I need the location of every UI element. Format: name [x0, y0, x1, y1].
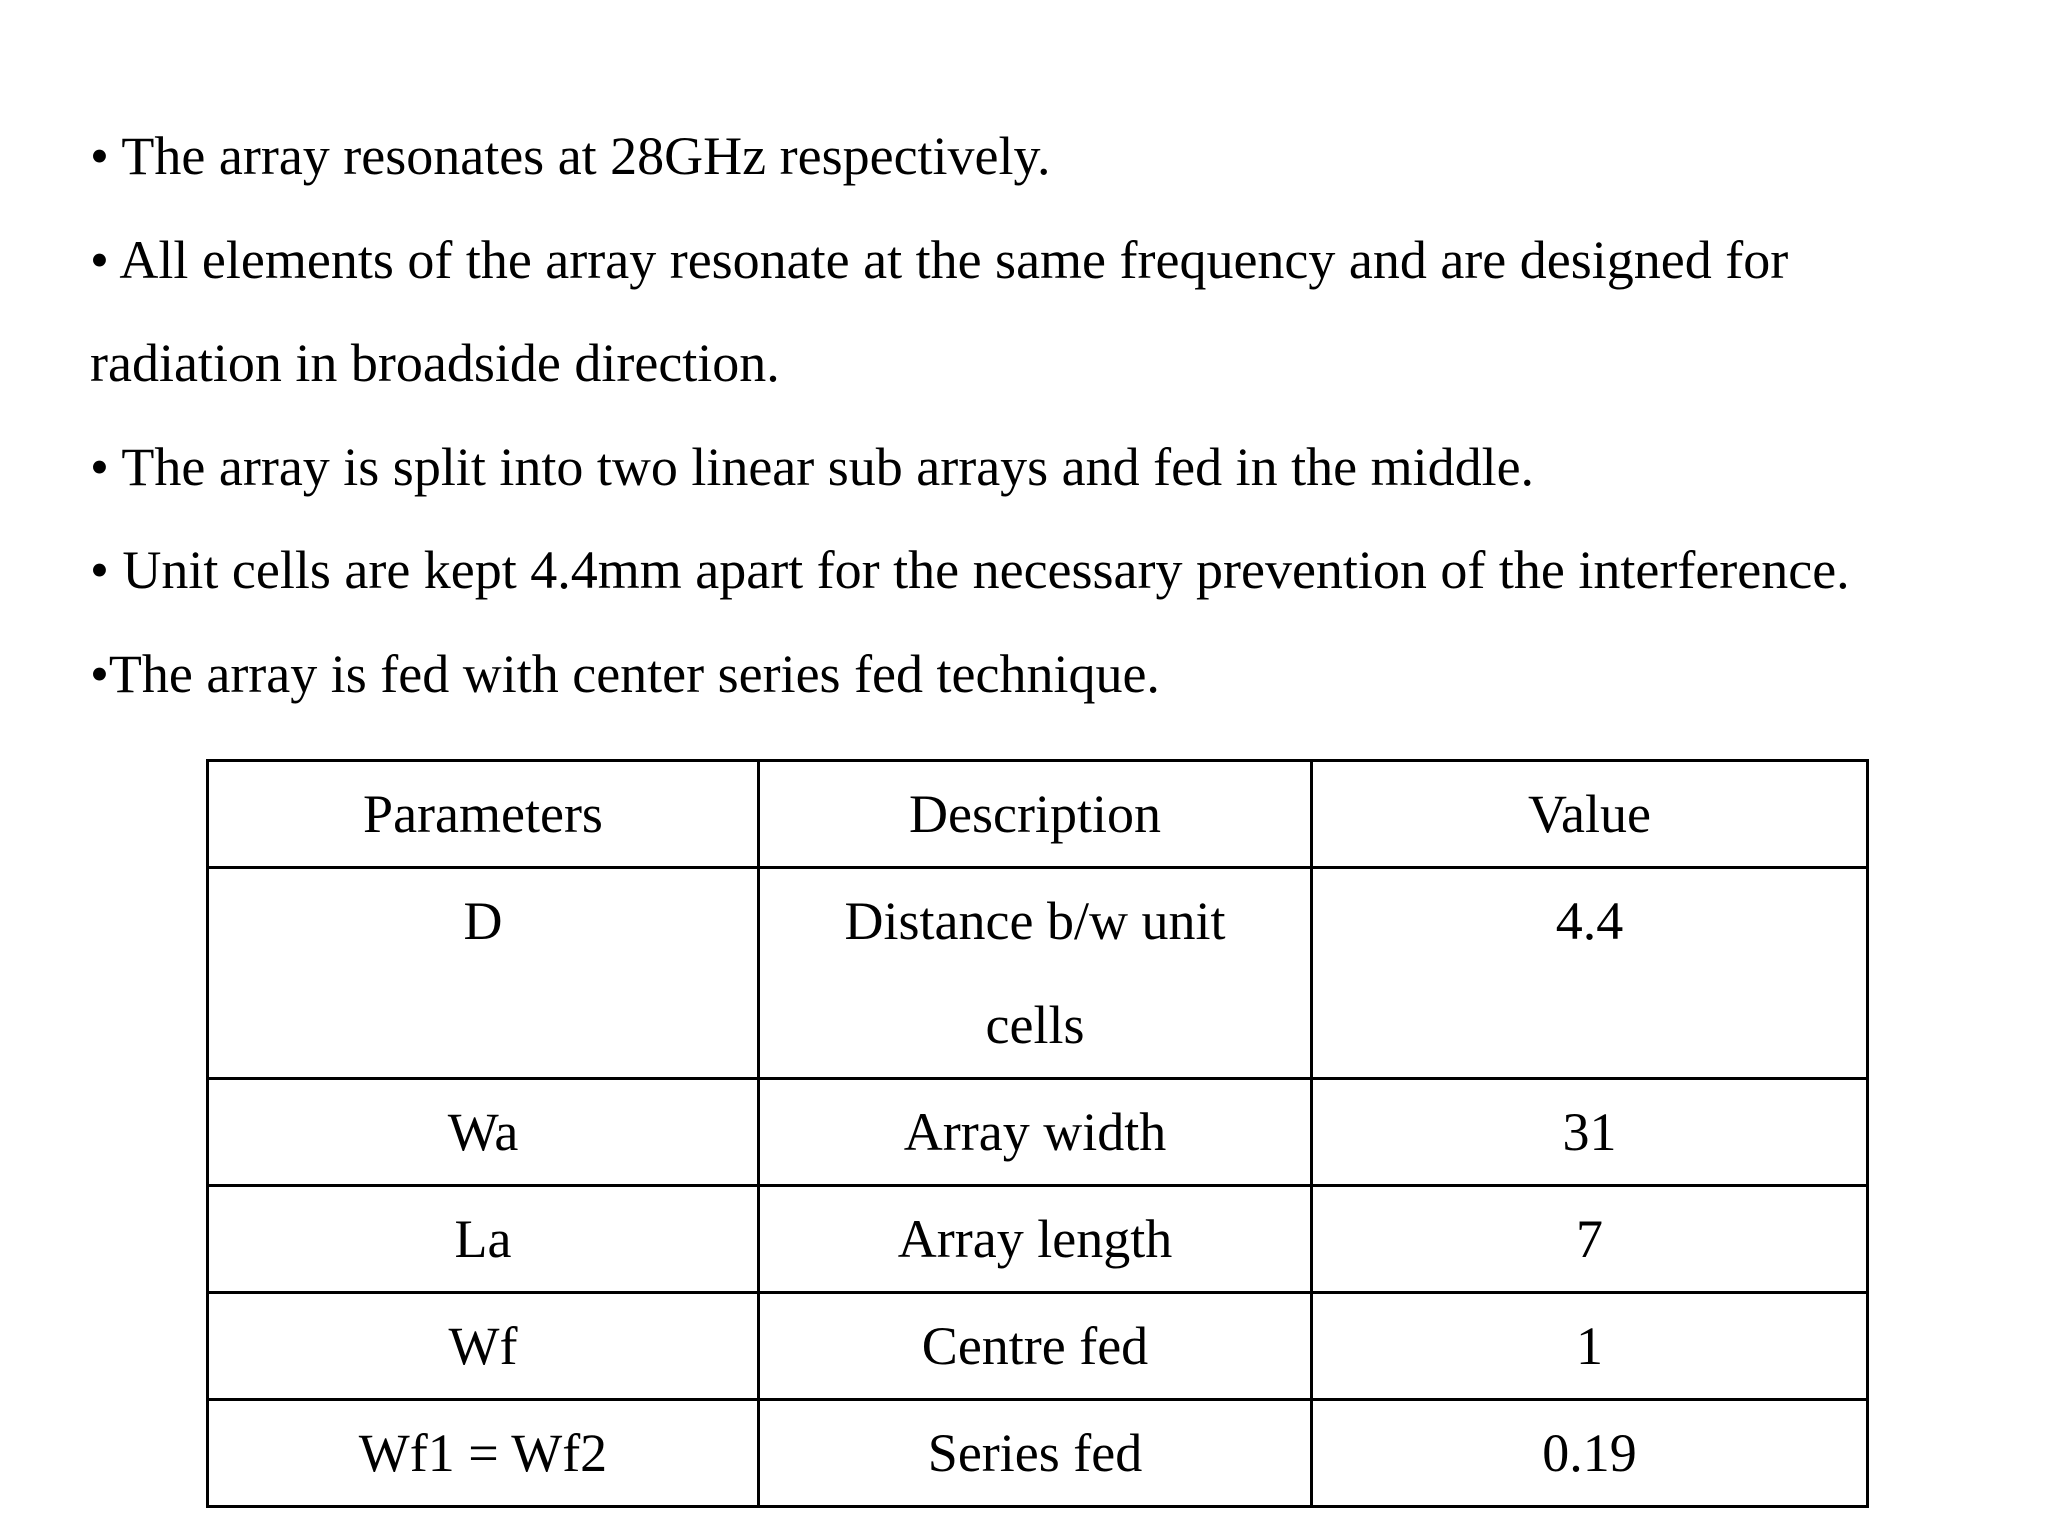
cell-parameter: Wa	[208, 1079, 759, 1186]
cell-value: 1	[1312, 1293, 1868, 1400]
bullet-unit-cell-spacing: • Unit cells are kept 4.4mm apart for the necessary prevention of the interference.	[90, 540, 1850, 600]
header-value: Value	[1312, 761, 1868, 868]
cell-description: Centre fed	[759, 1293, 1312, 1400]
cell-value: 31	[1312, 1079, 1868, 1186]
cell-value: 7	[1312, 1186, 1868, 1293]
header-parameters: Parameters	[208, 761, 759, 868]
bullet-sub-arrays: • The array is split into two linear sub arrays and fed in the middle.	[90, 437, 1535, 497]
table-row	[208, 868, 1868, 1079]
table-header-row	[208, 761, 1868, 868]
cell-parameter: Wf	[208, 1293, 759, 1400]
parameters-table	[206, 759, 1869, 1508]
table-row	[208, 1400, 1868, 1507]
bullet-elements-continued: radiation in broadside direction.	[90, 333, 780, 393]
cell-parameter: D	[208, 868, 759, 1079]
header-description: Description	[759, 761, 1312, 868]
table-row	[208, 1079, 1868, 1186]
cell-description: Array width	[759, 1079, 1312, 1186]
table-row	[208, 1293, 1868, 1400]
table-row	[208, 1186, 1868, 1293]
bullet-elements: • All elements of the array resonate at the same frequency and are designed for	[90, 230, 1789, 290]
cell-parameter: Wf1 = Wf2	[208, 1400, 759, 1507]
cell-description-line2: cells	[985, 995, 1085, 1055]
bullet-feed-technique: •The array is fed with center series fed technique.	[90, 644, 1160, 704]
cell-description: Series fed	[759, 1400, 1312, 1507]
bullet-resonance: • The array resonates at 28GHz respectively.	[90, 126, 1051, 186]
cell-value: 0.19	[1312, 1400, 1868, 1507]
cell-description: Array length	[759, 1186, 1312, 1293]
cell-value: 4.4	[1312, 868, 1868, 1079]
cell-description-line1: Distance b/w unit	[844, 891, 1226, 951]
cell-parameter: La	[208, 1186, 759, 1293]
cell-description	[759, 868, 1312, 1079]
